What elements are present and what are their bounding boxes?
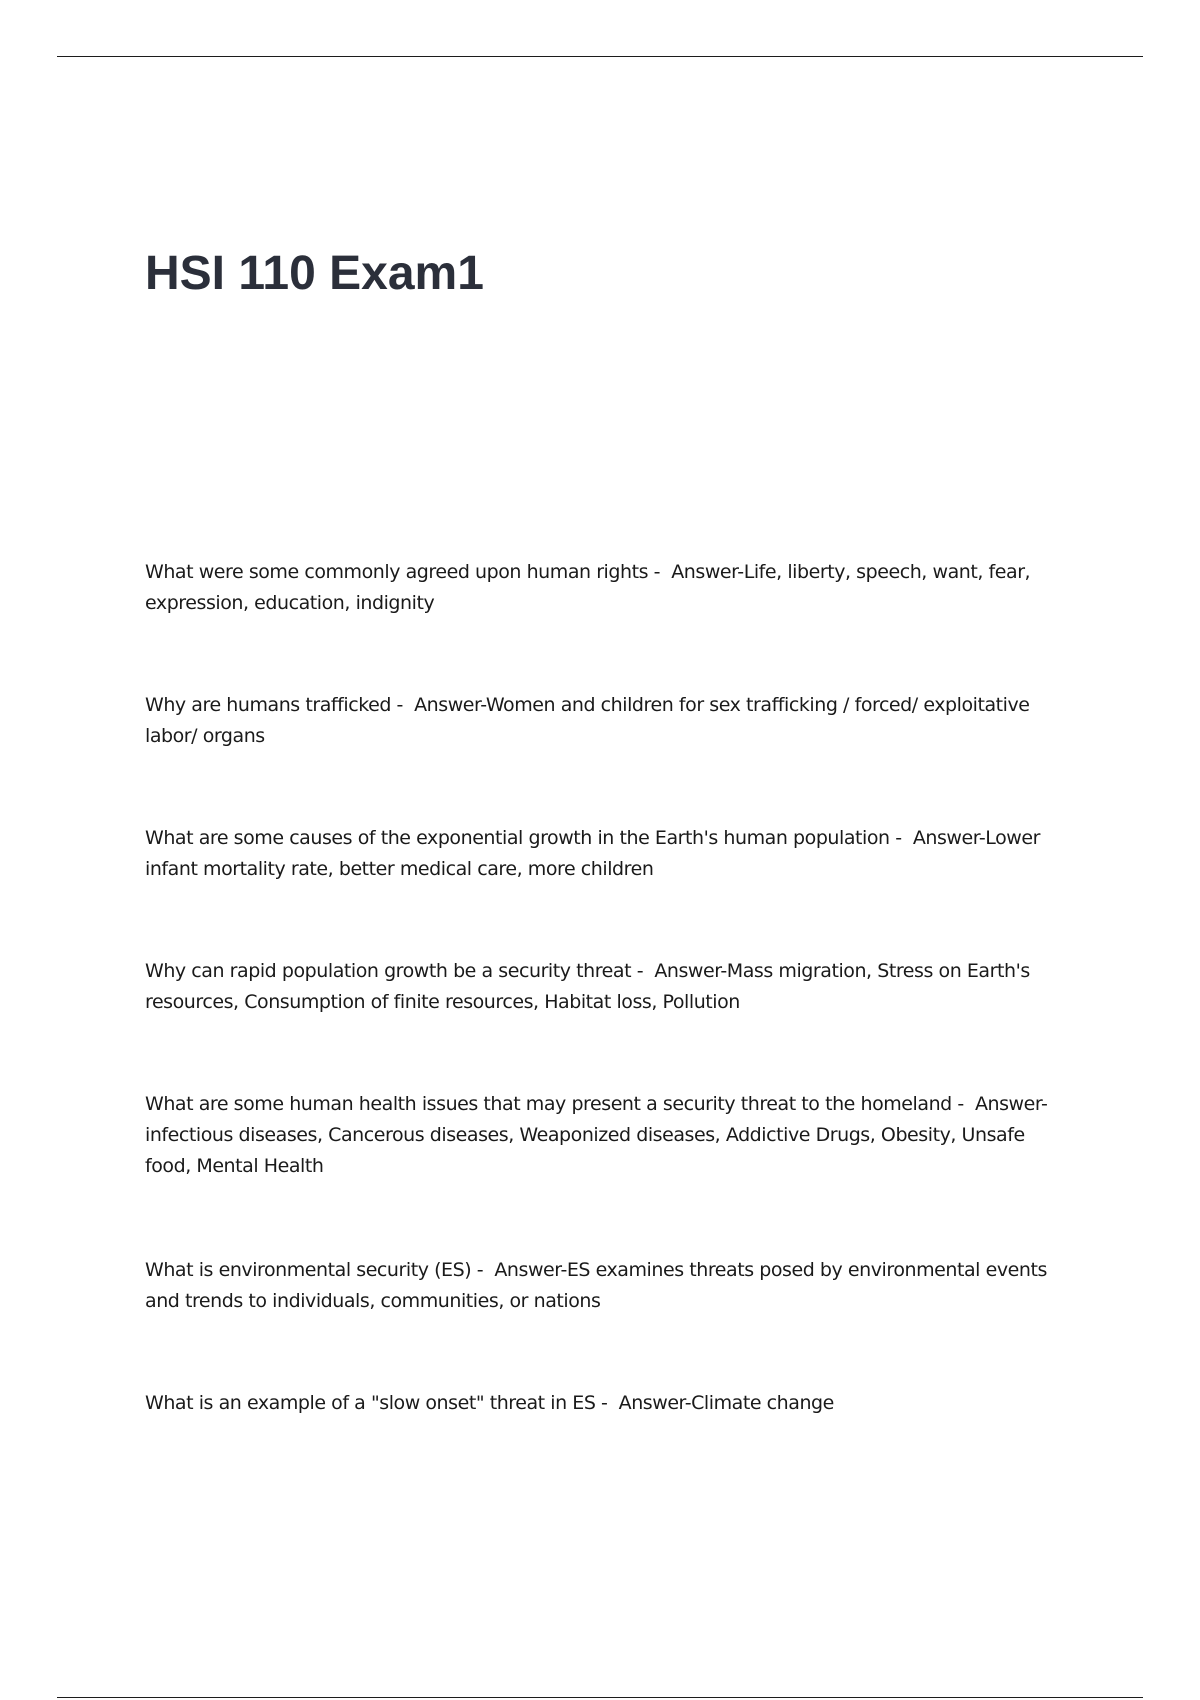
- question-text: What are some causes of the exponential growth in the Earth's human population: [145, 827, 890, 849]
- header-rule: [57, 56, 1143, 57]
- qa-item: [145, 1089, 1075, 1182]
- answer-text: Answer-ES examines threats posed by environmental events and trends to individuals, communities, or nations: [145, 1259, 1047, 1312]
- answer-text: Answer-Life, liberty, speech, want, fear, expression, education, indignity: [145, 561, 1031, 614]
- question-text: Why can rapid population growth be a security threat: [145, 960, 632, 982]
- qa-item: [145, 956, 1075, 1018]
- qa-item: [145, 690, 1075, 752]
- answer-text: Answer-infectious diseases, Cancerous diseases, Weaponized diseases, Addictive Drugs, Obesity, Unsafe food, Mental Health: [145, 1093, 1048, 1177]
- qa-separator: -: [951, 1093, 975, 1115]
- answer-text: Answer-Women and children for sex trafficking / forced/ exploitative labor/ organs: [145, 694, 1030, 747]
- qa-item: [145, 823, 1075, 885]
- qa-item: [145, 1255, 1075, 1317]
- qa-separator: -: [595, 1392, 619, 1414]
- qa-separator: -: [390, 694, 415, 716]
- qa-item: [145, 1388, 1075, 1419]
- qa-separator: -: [631, 960, 655, 982]
- question-text: Why are humans trafficked: [145, 694, 391, 716]
- answer-text: Answer-Lower infant mortality rate, better medical care, more children: [145, 827, 1040, 880]
- question-text: What were some commonly agreed upon human rights: [145, 561, 649, 583]
- question-text: What are some human health issues that may present a security threat to the homeland: [145, 1093, 952, 1115]
- answer-text: Answer-Mass migration, Stress on Earth's resources, Consumption of finite resources, Habitat loss, Pollution: [145, 960, 1030, 1013]
- qa-item: [145, 557, 1075, 619]
- document-title: HSI 110 Exam1: [145, 247, 484, 300]
- footer-rule: [57, 1697, 1143, 1698]
- qa-separator: -: [471, 1259, 495, 1281]
- question-text: What is environmental security (ES): [145, 1259, 472, 1281]
- answer-text: Answer-Climate change: [618, 1392, 834, 1414]
- qa-separator: -: [889, 827, 913, 849]
- question-text: What is an example of a "slow onset" threat in ES: [145, 1392, 596, 1414]
- qa-separator: -: [648, 561, 672, 583]
